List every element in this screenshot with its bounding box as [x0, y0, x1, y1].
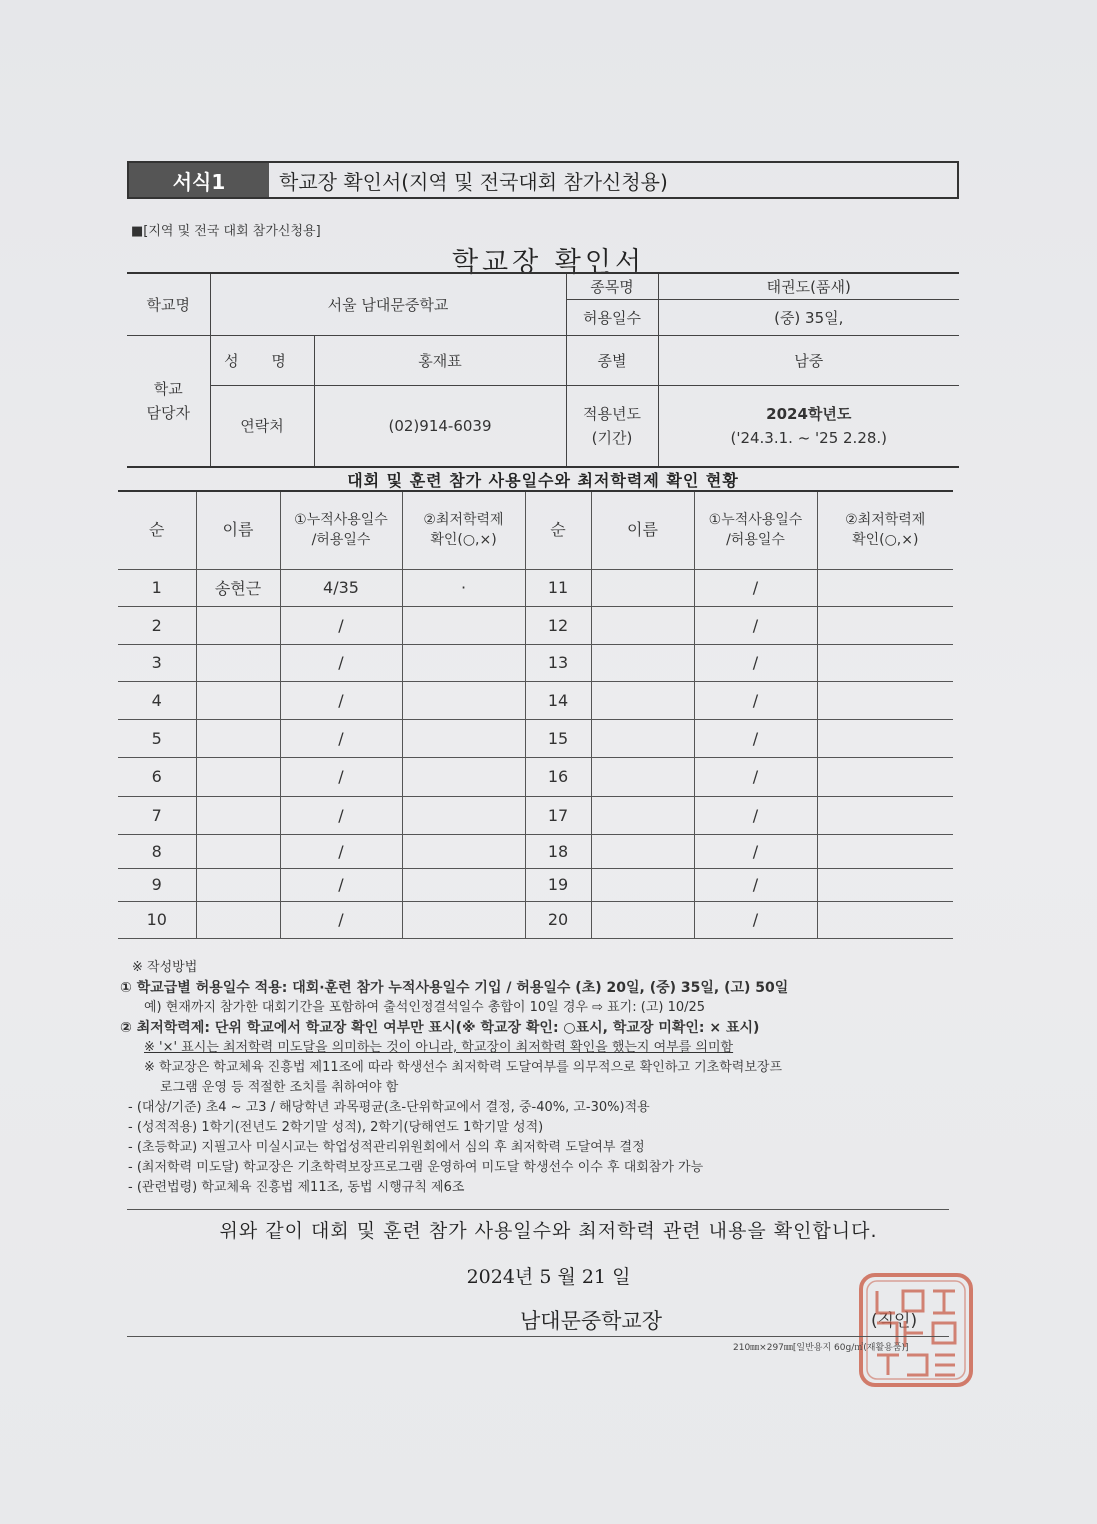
event-value: 태권도(품새) — [658, 273, 959, 299]
cell-l-no: 6 — [118, 757, 196, 796]
cell-r-check — [817, 901, 953, 938]
cell-l-name — [196, 719, 280, 757]
table-row — [118, 757, 953, 796]
cell-r-days: / — [694, 681, 817, 719]
cell-l-no: 2 — [118, 606, 196, 644]
cell-l-name — [196, 834, 280, 868]
principal-title: 남대문중학교장 — [520, 1309, 663, 1333]
contact-value: (02)914-6039 — [314, 385, 566, 467]
header-no-right: 순 — [525, 491, 591, 569]
cell-l-no: 5 — [118, 719, 196, 757]
header-check-line1: ②최저학력제 — [845, 512, 926, 529]
cell-r-days: / — [694, 901, 817, 938]
divider — [127, 1209, 949, 1210]
instruction-line: ② 최저학력제: 단위 학교에서 학교장 확인 여부만 표시(※ 학교장 확인: ○표시, 학교장 미확인: × 표시) — [120, 1020, 760, 1036]
instruction-line: 로그램 운영 등 적절한 조치를 취하여야 함 — [160, 1080, 399, 1095]
cell-l-check — [402, 606, 525, 644]
cell-r-no: 19 — [525, 868, 591, 901]
cell-l-check — [402, 644, 525, 681]
cell-l-check — [402, 901, 525, 938]
cell-r-no: 15 — [525, 719, 591, 757]
cell-l-name — [196, 868, 280, 901]
year-label-line1: 적용년도 — [583, 404, 641, 423]
table-body — [118, 569, 953, 938]
year-label-line2: (기간) — [591, 428, 633, 447]
cell-r-name — [591, 834, 694, 868]
cell-r-days: / — [694, 868, 817, 901]
cell-r-no: 13 — [525, 644, 591, 681]
cell-l-name — [196, 757, 280, 796]
instruction-line: ※ '×' 표시는 최저학력 미도달을 의미하는 것이 아니라, 학교장이 최저학력 확인을 했는지 여부를 의미함 — [144, 1040, 734, 1055]
header-name-left: 이름 — [196, 491, 280, 569]
cell-r-check — [817, 757, 953, 796]
cell-r-check — [817, 644, 953, 681]
header-check-line2: 확인(○,×) — [430, 532, 497, 549]
cell-r-name — [591, 719, 694, 757]
school-name-value: 서울 남대문중학교 — [210, 273, 566, 335]
year-value-line1: 2024학년도 — [766, 404, 852, 423]
header-days-line2: /허용일수 — [311, 532, 371, 549]
form-subheading: ■[지역 및 전국 대회 참가신청용] — [131, 224, 321, 239]
cell-r-name — [591, 901, 694, 938]
header-days-line1: ①누적사용일수 — [708, 512, 803, 529]
cell-l-days: 4/35 — [280, 569, 402, 606]
cell-r-days: / — [694, 834, 817, 868]
header-days-line2: /허용일수 — [726, 532, 785, 549]
event-label: 종목명 — [566, 273, 658, 299]
cell-l-name — [196, 681, 280, 719]
document-title: 학교장 확인서 — [451, 247, 646, 278]
header-check-left — [402, 491, 525, 569]
cell-l-name — [196, 644, 280, 681]
paper-spec-footer: 210㎜×297㎜[일반용지 60g/㎡(재활용품)] — [733, 1343, 909, 1353]
cell-r-name — [591, 757, 694, 796]
table-row — [118, 644, 953, 681]
name-value: 홍재표 — [314, 335, 566, 385]
cell-l-check — [402, 757, 525, 796]
issue-date: 2024년 5 월 21 일 — [466, 1266, 631, 1288]
cell-l-check: · — [402, 569, 525, 606]
cell-r-name — [591, 644, 694, 681]
table-header-row — [118, 491, 953, 569]
cell-l-check — [402, 868, 525, 901]
instruction-line: ① 학교급별 허용일수 적용: 대회·훈련 참가 누적사용일수 기입 / 허용일수 (초) 20일, (중) 35일, (고) 50일 — [120, 980, 789, 996]
cell-l-no: 9 — [118, 868, 196, 901]
cell-l-no: 7 — [118, 796, 196, 834]
section-title: 대회 및 훈련 참가 사용일수와 최저학력제 확인 현황 — [347, 471, 739, 490]
header-days-left — [280, 491, 402, 569]
header-no-left: 순 — [118, 491, 196, 569]
cell-r-name — [591, 569, 694, 606]
cell-r-no: 12 — [525, 606, 591, 644]
header-name-right: 이름 — [591, 491, 694, 569]
cell-r-check — [817, 868, 953, 901]
year-label — [566, 385, 658, 467]
instruction-line: - (최저학력 미도달) 학교장은 기초학력보장프로그램 운영하여 미도달 학생선수 이수 후 대회참가 가능 — [128, 1160, 704, 1175]
cell-r-no: 11 — [525, 569, 591, 606]
cell-r-check — [817, 719, 953, 757]
cell-r-check — [817, 606, 953, 644]
header-check-right — [817, 491, 953, 569]
table-row — [118, 606, 953, 644]
confirmation-text: 위와 같이 대회 및 훈련 참가 사용일수와 최저학력 관련 내용을 확인합니다. — [219, 1220, 878, 1242]
cell-l-name — [196, 901, 280, 938]
cell-l-check — [402, 681, 525, 719]
table-row — [118, 796, 953, 834]
allowed-days-value: (중) 35일, — [658, 299, 959, 335]
table-row — [118, 719, 953, 757]
cell-r-no: 18 — [525, 834, 591, 868]
instruction-line: 예) 현재까지 참가한 대회기간을 포함하여 출석인정결석일수 총합이 10일 경우 ⇨ 표기: (고) 10/25 — [144, 1000, 706, 1015]
cell-l-days: / — [280, 796, 402, 834]
year-value-line2: ('24.3.1. ~ '25 2.28.) — [730, 428, 888, 447]
cell-r-name — [591, 606, 694, 644]
cell-l-days: / — [280, 606, 402, 644]
year-value — [658, 385, 959, 467]
header-check-line1: ②최저학력제 — [423, 512, 504, 529]
form-tag: 서식1 — [129, 163, 269, 197]
cell-l-days: / — [280, 834, 402, 868]
footer-divider — [127, 1336, 949, 1337]
cell-r-no: 14 — [525, 681, 591, 719]
cell-l-check — [402, 719, 525, 757]
cell-r-name — [591, 868, 694, 901]
form-title: 학교장 확인서(지역 및 전국대회 참가신청용) — [279, 169, 668, 194]
cell-l-days: / — [280, 644, 402, 681]
cell-l-no: 3 — [118, 644, 196, 681]
cell-l-no: 10 — [118, 901, 196, 938]
cell-r-name — [591, 796, 694, 834]
cell-l-check — [402, 834, 525, 868]
category-value: 남중 — [658, 335, 959, 385]
school-manager-label: 학교 담당자 — [127, 335, 210, 467]
cell-r-days: / — [694, 644, 817, 681]
cell-r-check — [817, 834, 953, 868]
instruction-line: - (대상/기준) 초4 ~ 고3 / 해당학년 과목평균(초-단위학교에서 결정, 중-40%, 고-30%)적용 — [128, 1100, 650, 1115]
cell-l-no: 4 — [118, 681, 196, 719]
name-label: 성 명 — [210, 335, 314, 385]
instruction-line: ※ 학교장은 학교체육 진흥법 제11조에 따라 학생선수 최저학력 도달여부를 의무적으로 확인하고 기초학력보장프 — [144, 1060, 783, 1075]
cell-l-days: / — [280, 719, 402, 757]
seal-label: (직인) — [871, 1311, 918, 1331]
cell-l-days: / — [280, 757, 402, 796]
cell-r-days: / — [694, 569, 817, 606]
category-label: 종별 — [566, 335, 658, 385]
table-row — [118, 681, 953, 719]
table-row — [118, 834, 953, 868]
cell-r-check — [817, 796, 953, 834]
cell-r-no: 16 — [525, 757, 591, 796]
instruction-line: - (초등학교) 지필고사 미실시교는 학업성적관리위원회에서 심의 후 최저학력 도달여부 결정 — [128, 1140, 645, 1155]
table-row — [118, 868, 953, 901]
cell-l-name: 송현근 — [196, 569, 280, 606]
cell-l-name — [196, 606, 280, 644]
cell-r-check — [817, 681, 953, 719]
cell-r-no: 17 — [525, 796, 591, 834]
school-info-table — [127, 272, 959, 468]
contact-label: 연락처 — [210, 385, 314, 467]
cell-l-days: / — [280, 681, 402, 719]
cell-r-no: 20 — [525, 901, 591, 938]
cell-r-name — [591, 681, 694, 719]
cell-r-days: / — [694, 606, 817, 644]
cell-r-days: / — [694, 719, 817, 757]
cell-l-no: 1 — [118, 569, 196, 606]
participation-table — [118, 490, 953, 939]
header-days-line1: ①누적사용일수 — [294, 512, 388, 529]
cell-r-check — [817, 569, 953, 606]
school-name-label: 학교명 — [127, 273, 210, 335]
form-header — [127, 161, 959, 199]
cell-r-days: / — [694, 757, 817, 796]
cell-l-days: / — [280, 868, 402, 901]
instruction-line: ※ 작성방법 — [132, 960, 198, 975]
cell-l-check — [402, 796, 525, 834]
header-check-line2: 확인(○,×) — [852, 532, 919, 549]
allowed-days-label: 허용일수 — [566, 299, 658, 335]
cell-l-days: / — [280, 901, 402, 938]
cell-r-days: / — [694, 796, 817, 834]
table-row — [118, 901, 953, 938]
cell-l-no: 8 — [118, 834, 196, 868]
official-seal-stamp — [855, 1269, 977, 1391]
table-row — [118, 569, 953, 606]
cell-l-name — [196, 796, 280, 834]
writing-instructions — [120, 958, 960, 1198]
instruction-line: - (관련법령) 학교체육 진흥법 제11조, 동법 시행규칙 제6조 — [128, 1180, 465, 1195]
instruction-line: - (성적적용) 1학기(전년도 2학기말 성적), 2학기(당해연도 1학기말 성적) — [128, 1120, 544, 1135]
header-days-right — [694, 491, 817, 569]
